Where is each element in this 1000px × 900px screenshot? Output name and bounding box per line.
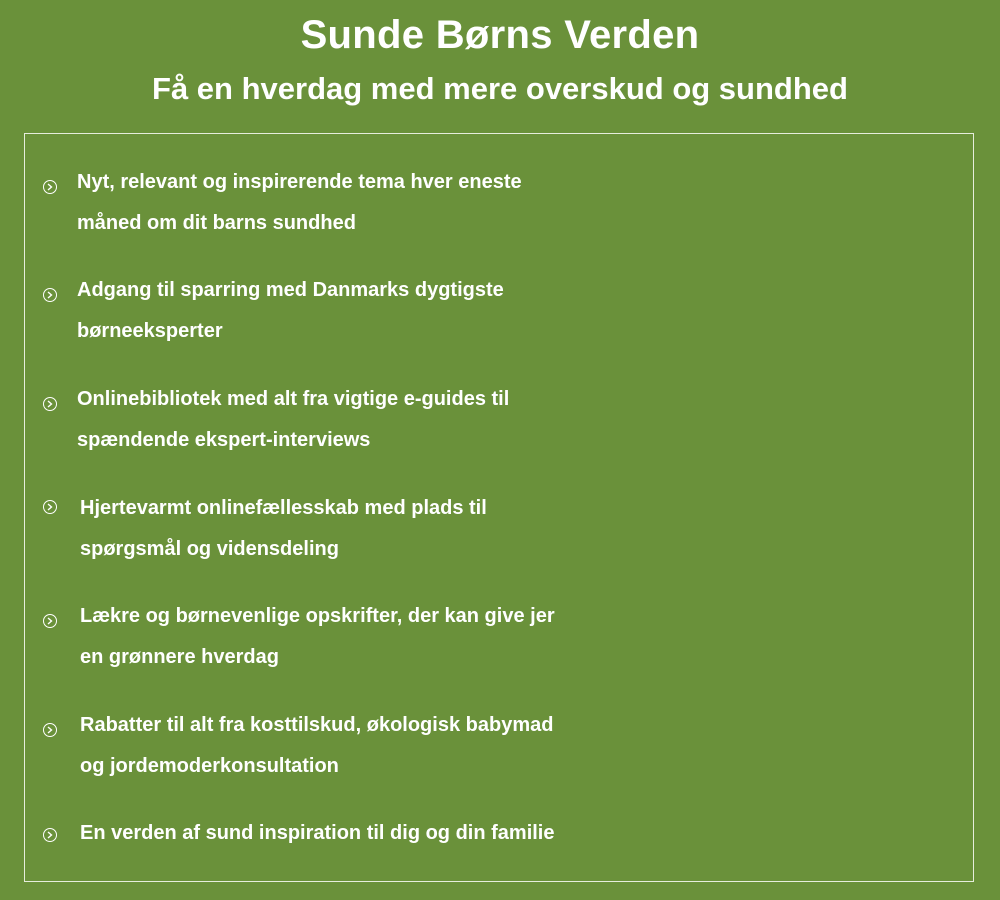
feature-line: En verden af sund inspiration til dig og din familie [80,822,555,844]
chevron-circle-right-icon [43,180,57,194]
feature-text [77,379,957,461]
chevron-circle-right-icon [43,500,57,514]
feature-line: Hjertevarmt onlinefællesskab med plads til [80,497,487,519]
feature-line: Onlinebibliotek med alt fra vigtige e-guides til [77,388,510,410]
feature-line: Rabatter til alt fra kosttilskud, økologisk babymad [80,714,554,736]
chevron-circle-right-icon [43,723,57,737]
feature-text [80,488,960,570]
feature-line: spørgsmål og vidensdeling [80,538,339,560]
feature-text [80,705,960,787]
feature-line: børneeksperter [77,320,223,342]
chevron-circle-right-icon [43,288,57,302]
feature-line: Adgang til sparring med Danmarks dygtigste [77,279,504,301]
feature-line: en grønnere hverdag [80,646,279,668]
feature-list-box [24,133,974,882]
chevron-circle-right-icon [43,614,57,628]
page-title: Sunde Børns Verden [300,13,700,57]
feature-text [80,813,960,854]
feature-text [80,596,960,678]
feature-line: måned om dit barns sundhed [77,212,356,234]
chevron-circle-right-icon [43,397,57,411]
feature-text [77,270,957,352]
feature-line: Nyt, relevant og inspirerende tema hver eneste [77,171,522,193]
feature-line: Lækre og børnevenlige opskrifter, der kan give jer [80,605,555,627]
page-subtitle: Få en hverdag med mere overskud og sundhed [152,71,848,106]
feature-text [77,162,957,244]
feature-line: og jordemoderkonsultation [80,755,339,777]
feature-line: spændende ekspert-interviews [77,429,371,451]
chevron-circle-right-icon [43,828,57,842]
